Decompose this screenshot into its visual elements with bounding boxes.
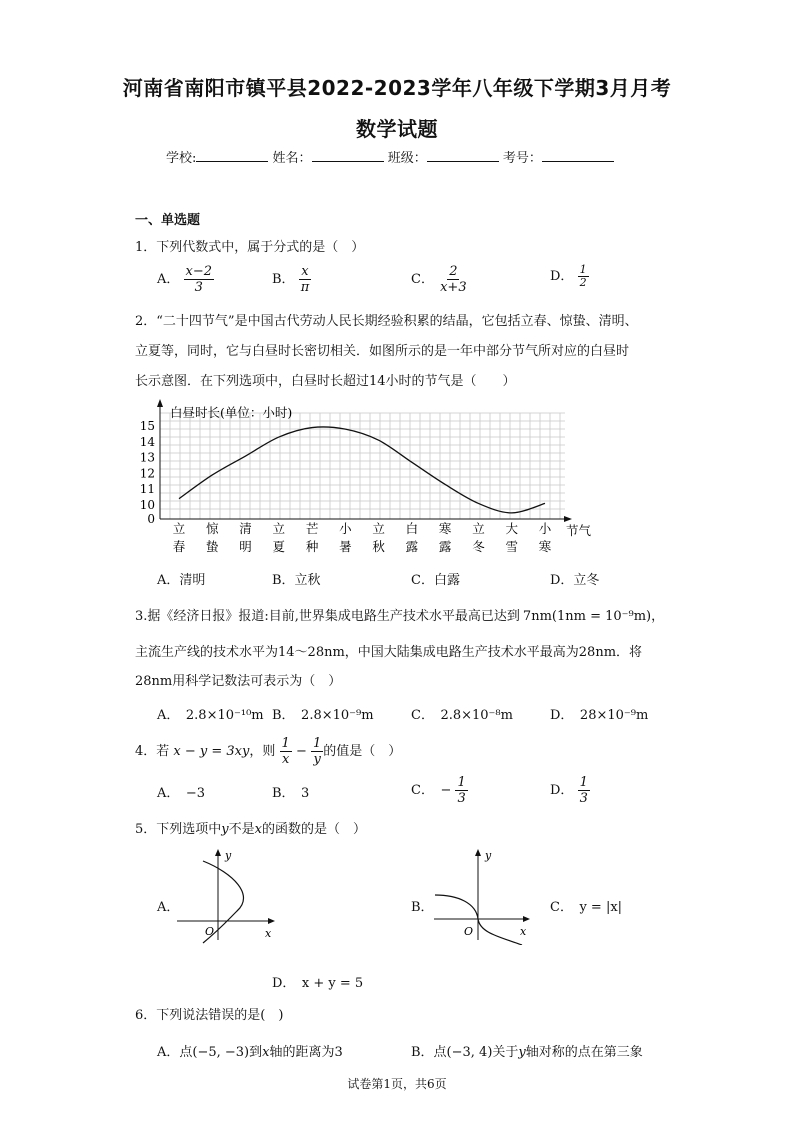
q5b-x-arrow (523, 916, 530, 922)
y-tick-label: 13 (139, 450, 155, 465)
q1-d-fraction (578, 264, 589, 289)
daylight-chart (130, 395, 610, 560)
x-tick-label: 小 (339, 521, 352, 536)
q4-c-num: 1 (457, 775, 466, 790)
q5b-origin: O (464, 925, 474, 938)
x-tick-label: 露 (438, 539, 452, 554)
q4-equation: x − y = 3xy (173, 744, 250, 759)
x-tick-label: 寒 (438, 521, 452, 536)
y-tick-label: 10 (139, 498, 155, 512)
q4-f2-num: 1 (312, 736, 322, 751)
q2-option-b: B．立秋 (272, 573, 321, 588)
q3-line1 (135, 605, 664, 624)
q4-option-b: B． 3 (272, 786, 310, 801)
q5-graph-a (175, 845, 280, 945)
section-heading: 一、单选题 (135, 213, 201, 228)
q5b-x-label: x (520, 925, 527, 938)
chart-grid (160, 413, 565, 519)
x-tick-label: 白 (405, 521, 419, 536)
q1-d-num: 1 (579, 263, 587, 276)
x-axis-arrow (564, 516, 572, 522)
q4-d-label: D． (550, 783, 574, 798)
q1-d-label: D． (550, 269, 574, 284)
q1-stem: 1．下列代数式中，属于分式的是（ ） (135, 240, 365, 255)
x-tick-label: 大 (505, 521, 518, 536)
x-tick-label: 小 (538, 521, 552, 536)
x-tick-label: 秋 (372, 539, 385, 554)
q5a-x-label: x (265, 927, 272, 940)
q1-c-den: x+3 (440, 280, 467, 295)
page-footer: 试卷第1页，共6页 (347, 1077, 447, 1091)
q1-b-label: B． (272, 272, 295, 287)
x-tick-label: 暑 (339, 539, 352, 554)
q4-f1-num: 1 (281, 736, 290, 751)
q1-c-label: C． (411, 272, 434, 287)
q5-option-d: D． x + y = 5 (272, 976, 364, 991)
x-tick-label: 芒 (305, 521, 319, 536)
q5a-y-label: y (225, 849, 232, 862)
y-tick-label: 14 (139, 434, 155, 449)
x-tick-label: 立 (272, 521, 286, 536)
q3-option-b: B． 2.8×10⁻⁹m (272, 708, 374, 723)
q1-c-fraction (438, 264, 469, 295)
x-tick-label: 春 (172, 539, 186, 554)
q2-option-d: D．立冬 (550, 573, 600, 588)
x-tick-label: 立 (172, 521, 186, 536)
q5a-origin: O (205, 925, 215, 938)
x-tick-label: 明 (239, 539, 252, 554)
q3-line1-value: 7nm (522, 609, 552, 624)
q3-option-d: D． 28×10⁻⁹m (550, 708, 649, 723)
q4-minus: − (295, 744, 307, 759)
q5b-y-label: y (485, 849, 492, 862)
q2-line3: 长示意图．在下列选项中，白昼时长超过14小时的节气是（ ） (135, 374, 516, 389)
q1-a-num: x−2 (185, 264, 213, 279)
q1-c-num: 2 (449, 264, 458, 279)
q5a-y-arrow (215, 849, 221, 856)
q1-option-a (157, 264, 214, 295)
q5-option-c: C． y = |x| (550, 900, 623, 915)
q4-f2-den: y (313, 752, 321, 767)
q2-option-c: C．白露 (411, 573, 460, 588)
x-tick-label: 清 (239, 521, 252, 536)
q3-line3: 28nm用科学记数法可表示为（ ） (135, 674, 342, 689)
x-tick-label: 露 (405, 539, 419, 554)
exam-title-line2: 数学试题 (356, 117, 438, 141)
q4-stem-suffix: 的值是（ ） (323, 744, 402, 759)
q5-graph-b (430, 845, 535, 945)
q1-d-den: 2 (579, 276, 587, 289)
x-tick-label: 寒 (538, 539, 552, 554)
q4-stem (135, 736, 401, 767)
q4-option-d (550, 775, 590, 806)
exam-number-label: 考号： (502, 151, 542, 166)
q5-stem: 5．下列选项中𝑦不是𝑥的函数的是（ ） (135, 822, 366, 837)
x-tick-labels (173, 521, 552, 554)
q1-option-c (411, 264, 469, 295)
x-axis-title: 节气 (566, 523, 592, 538)
q3-option-c: C． 2.8×10⁻⁸m (411, 708, 513, 723)
class-blank[interactable] (427, 149, 499, 162)
x-tick-label: 惊 (206, 521, 219, 536)
name-blank[interactable] (312, 149, 384, 162)
y-axis-arrow (157, 399, 163, 407)
q2-line1: 2．“二十四节气”是中国古代劳动人民长期经验积累的结晶，它包括立春、惊蛰、清明、 (135, 314, 638, 329)
q1-a-den: 3 (194, 280, 203, 295)
q4-option-c (411, 775, 468, 806)
q4-d-den: 3 (579, 791, 588, 806)
q4-stem-then: ，则 (249, 744, 276, 759)
y-axis-title: 白昼时长(单位：小时) (170, 405, 293, 420)
q3-line1-unit: (1nm = 10⁻⁹m)， (551, 609, 665, 624)
q1-option-b (272, 264, 311, 295)
q4-c-label: C． − (411, 783, 452, 798)
q4-fraction-1-over-y (311, 736, 323, 767)
q4-d-num: 1 (579, 775, 588, 790)
x-tick-label: 夏 (272, 539, 286, 554)
q4-option-a: A． −3 (157, 786, 206, 801)
q1-a-fraction (184, 264, 215, 295)
y-tick-label: 12 (139, 466, 155, 481)
q4-f1-den: x (281, 752, 290, 767)
q4-c-fraction (455, 775, 467, 806)
q5-option-b-label: B． (411, 900, 434, 915)
q6-stem: 6．下列说法错误的是( ) (135, 1008, 284, 1023)
q1-b-fraction (299, 264, 312, 295)
q5b-y-arrow (475, 849, 481, 856)
q5-option-a-label: A． (157, 900, 180, 915)
q5a-x-arrow (268, 918, 275, 924)
x-tick-label: 种 (305, 539, 319, 554)
name-label: 姓名： (272, 151, 312, 166)
x-tick-label: 雪 (505, 539, 518, 554)
student-info-row (166, 147, 614, 166)
q4-c-den: 3 (457, 791, 466, 806)
q6-option-b: B．点(−3, 4)关于𝑦轴对称的点在第三象 (411, 1045, 643, 1060)
q1-a-label: A． (157, 272, 180, 287)
class-label: 班级： (387, 151, 427, 166)
y-tick-label: 11 (139, 482, 155, 497)
x-tick-label: 立 (472, 521, 485, 536)
x-tick-label: 蛰 (206, 539, 219, 554)
q1-b-den: π (300, 280, 310, 295)
school-label: 学校: (166, 151, 197, 166)
x-tick-label: 冬 (472, 539, 485, 554)
exam-title-line1: 河南省南阳市镇平县2022-2023学年八年级下学期3月月考 (122, 76, 672, 100)
q2-line2: 立夏等，同时，它与白昼时长密切相关．如图所示的是一年中部分节气所对应的白昼时 (135, 344, 630, 359)
exam-number-blank[interactable] (542, 149, 614, 162)
y-tick-labels (140, 419, 156, 526)
school-blank[interactable] (196, 149, 268, 162)
q3-option-a: A． 2.8×10⁻¹⁰m (157, 708, 264, 723)
y-tick-label: 0 (147, 512, 155, 526)
q1-b-num: x (301, 264, 309, 279)
q3-line1-text: 3.据《经济日报》报道:目前,世界集成电路生产技术水平最高已达到 (135, 609, 520, 624)
q4-fraction-1-over-x (280, 736, 292, 767)
q6-option-a: A．点(−5, −3)到𝑥轴的距离为3 (157, 1045, 343, 1060)
q1-option-d (550, 264, 589, 289)
q4-stem-prefix: 4．若 (135, 744, 170, 759)
y-tick-label: 15 (139, 419, 155, 433)
q2-option-a: A．清明 (157, 573, 206, 588)
q3-line2: 主流生产线的技术水平为14～28nm，中国大陆集成电路生产技术水平最高为28nm．将 (135, 645, 643, 660)
q4-d-fraction (578, 775, 590, 806)
x-tick-label: 立 (372, 521, 385, 536)
